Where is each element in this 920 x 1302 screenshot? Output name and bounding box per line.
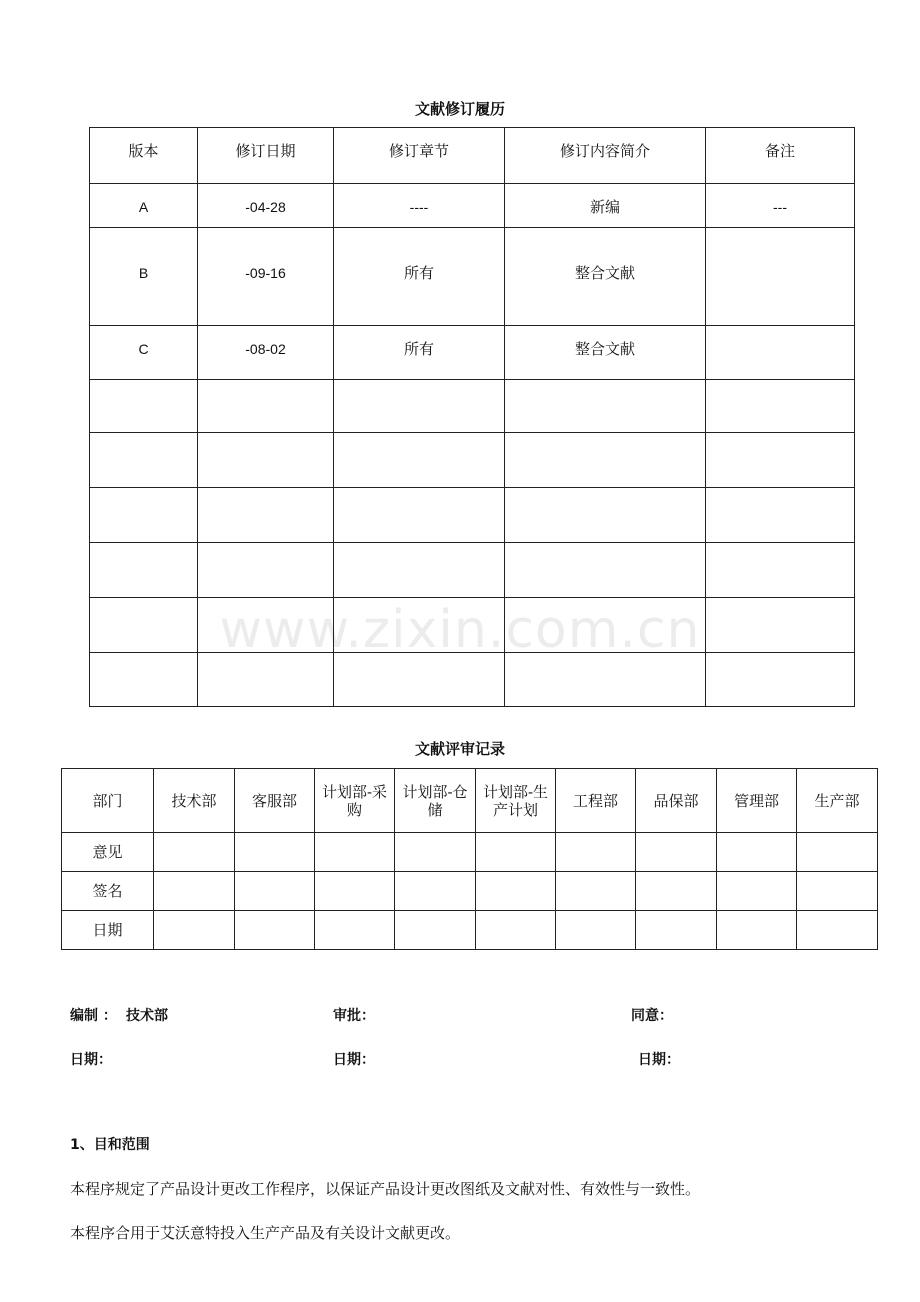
header-cell: 部门 xyxy=(62,769,154,833)
table-cell xyxy=(717,872,797,911)
table-cell xyxy=(198,543,334,598)
table-cell xyxy=(797,872,878,911)
table-cell xyxy=(505,488,706,543)
table-cell xyxy=(636,911,717,950)
table-cell xyxy=(706,653,855,707)
table-cell xyxy=(706,543,855,598)
table-cell xyxy=(198,380,334,433)
table-cell xyxy=(706,598,855,653)
review-record-table xyxy=(61,768,878,950)
table-cell xyxy=(235,911,315,950)
table-cell xyxy=(476,833,556,872)
table-cell xyxy=(334,598,505,653)
table-cell xyxy=(315,911,395,950)
table-row xyxy=(90,598,855,653)
table-cell xyxy=(797,911,878,950)
approve-label: 审批： xyxy=(333,1008,375,1024)
table-cell xyxy=(198,433,334,488)
table-cell: 所有 xyxy=(334,228,505,326)
table-row xyxy=(90,228,855,326)
table-row xyxy=(90,653,855,707)
date-label-compiled: 日期： xyxy=(70,1052,112,1068)
table-cell xyxy=(334,433,505,488)
date-label-approve: 日期： xyxy=(333,1052,375,1068)
table-cell xyxy=(476,872,556,911)
table-cell xyxy=(154,911,235,950)
table-cell xyxy=(556,872,636,911)
revision-history-table xyxy=(89,127,855,707)
table-cell xyxy=(395,872,476,911)
header-cell: 计划部-仓储 xyxy=(395,769,476,833)
table-cell: ---- xyxy=(334,184,505,228)
header-cell: 版本 xyxy=(90,128,198,184)
table-cell: --- xyxy=(706,184,855,228)
table-cell xyxy=(154,833,235,872)
header-cell: 修订内容简介 xyxy=(505,128,706,184)
table-cell xyxy=(556,833,636,872)
header-cell: 计划部-生产计划 xyxy=(476,769,556,833)
table-cell: 整合文献 xyxy=(505,228,706,326)
table-cell xyxy=(505,380,706,433)
table-row xyxy=(90,488,855,543)
table-row xyxy=(62,833,878,872)
table-cell xyxy=(334,653,505,707)
table-cell xyxy=(706,380,855,433)
table-row xyxy=(62,911,878,950)
table-cell xyxy=(505,653,706,707)
date-label-agree: 日期： xyxy=(638,1052,680,1068)
header-cell: 修订日期 xyxy=(198,128,334,184)
header-cell: 品保部 xyxy=(636,769,717,833)
table-cell xyxy=(90,380,198,433)
table-row xyxy=(90,433,855,488)
table-cell xyxy=(315,872,395,911)
table-cell: A xyxy=(90,184,198,228)
table-cell: 新编 xyxy=(505,184,706,228)
table-cell xyxy=(636,872,717,911)
table-row xyxy=(90,184,855,228)
table-cell xyxy=(90,543,198,598)
table-cell xyxy=(315,833,395,872)
compiled-by-value: 技术部 xyxy=(126,1008,168,1024)
header-cell: 客服部 xyxy=(235,769,315,833)
table-cell xyxy=(717,911,797,950)
table-cell: -09-16 xyxy=(198,228,334,326)
table-cell: C xyxy=(90,326,198,380)
header-cell: 生产部 xyxy=(797,769,878,833)
compiled-by-label: 编制 ： xyxy=(70,1008,117,1024)
table-cell xyxy=(706,488,855,543)
table-cell xyxy=(90,488,198,543)
table-cell xyxy=(334,543,505,598)
table-cell xyxy=(90,653,198,707)
header-cell: 管理部 xyxy=(717,769,797,833)
table-cell xyxy=(90,433,198,488)
header-cell: 备注 xyxy=(706,128,855,184)
table-cell: -08-02 xyxy=(198,326,334,380)
table-cell xyxy=(706,326,855,380)
row-label-cell: 签名 xyxy=(62,872,154,911)
table-cell xyxy=(235,833,315,872)
table-cell: 整合文献 xyxy=(505,326,706,380)
table-row xyxy=(90,380,855,433)
paragraph: 本程序规定了产品设计更改工作程序，以保证产品设计更改图纸及文献对性、有效性与一致性。 xyxy=(70,1180,701,1198)
revision-history-title: 文献修订履历 xyxy=(414,100,505,118)
agree-label: 同意： xyxy=(631,1008,673,1024)
table-cell xyxy=(797,833,878,872)
table-row xyxy=(90,326,855,380)
review-record-title: 文献评审记录 xyxy=(414,740,505,758)
table-cell xyxy=(198,488,334,543)
table-cell xyxy=(706,228,855,326)
table-cell xyxy=(154,872,235,911)
paragraph: 本程序合用于艾沃意特投入生产产品及有关设计文献更改。 xyxy=(70,1224,461,1242)
header-cell: 工程部 xyxy=(556,769,636,833)
table-cell xyxy=(334,488,505,543)
table-cell xyxy=(505,433,706,488)
table-header-row xyxy=(62,769,878,833)
watermark: www.zixin.com.cn xyxy=(219,600,701,660)
table-cell xyxy=(717,833,797,872)
table-cell: -04-28 xyxy=(198,184,334,228)
table-cell xyxy=(636,833,717,872)
table-cell xyxy=(556,911,636,950)
table-cell xyxy=(476,911,556,950)
table-row xyxy=(62,872,878,911)
header-cell: 技术部 xyxy=(154,769,235,833)
table-cell: B xyxy=(90,228,198,326)
table-cell xyxy=(235,872,315,911)
table-cell xyxy=(90,598,198,653)
table-cell xyxy=(505,543,706,598)
table-cell xyxy=(505,598,706,653)
table-cell xyxy=(395,833,476,872)
table-cell xyxy=(198,598,334,653)
row-label-cell: 意见 xyxy=(62,833,154,872)
table-cell xyxy=(395,911,476,950)
header-cell: 修订章节 xyxy=(334,128,505,184)
table-cell xyxy=(706,433,855,488)
header-cell: 计划部-采购 xyxy=(315,769,395,833)
table-row xyxy=(90,543,855,598)
row-label-cell: 日期 xyxy=(62,911,154,950)
table-cell: 所有 xyxy=(334,326,505,380)
section-heading: 1、目和范围 xyxy=(70,1137,150,1153)
table-header-row xyxy=(90,128,855,184)
table-cell xyxy=(334,380,505,433)
table-cell xyxy=(198,653,334,707)
